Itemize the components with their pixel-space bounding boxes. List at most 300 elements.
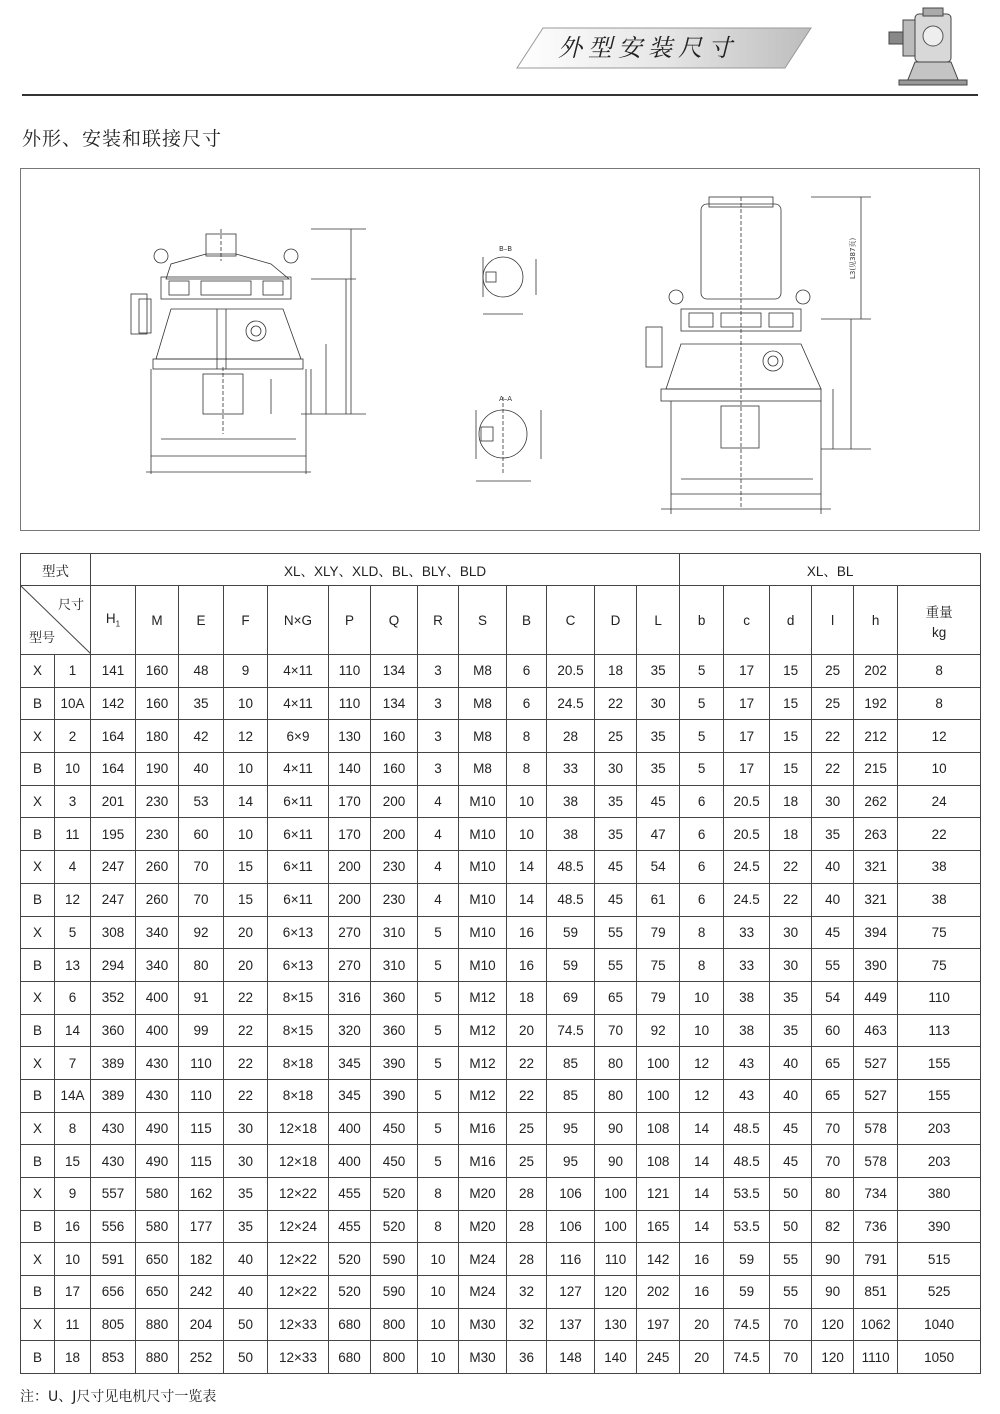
table-cell: 11 (55, 818, 91, 851)
table-cell: 38 (547, 785, 595, 818)
table-cell: 61 (637, 883, 680, 916)
table-cell: 40 (770, 1047, 812, 1080)
table-cell: 252 (179, 1341, 224, 1374)
table-cell: 247 (91, 883, 136, 916)
table-cell: X (21, 655, 55, 688)
table-cell: 8 (507, 753, 547, 786)
table-cell: 59 (547, 916, 595, 949)
table-cell: 580 (136, 1210, 179, 1243)
table-cell: 92 (179, 916, 224, 949)
table-cell: 805 (91, 1308, 136, 1341)
table-cell: 80 (595, 1079, 637, 1112)
table-cell: 400 (329, 1112, 371, 1145)
table-cell: 520 (371, 1178, 418, 1211)
table-cell: 12×33 (268, 1308, 329, 1341)
table-cell: M10 (459, 916, 507, 949)
table-cell: 48.5 (724, 1145, 770, 1178)
table-cell: 14 (507, 883, 547, 916)
table-cell: X (21, 1047, 55, 1080)
table-cell: 115 (179, 1112, 224, 1145)
table-cell: 5 (680, 720, 724, 753)
table-cell: M10 (459, 949, 507, 982)
table-cell: 8 (898, 655, 981, 688)
table-cell: 55 (770, 1276, 812, 1309)
table-cell: 20 (224, 949, 268, 982)
table-cell: 4×11 (268, 753, 329, 786)
table-cell: 400 (136, 981, 179, 1014)
table-cell: 345 (329, 1047, 371, 1080)
table-cell: 6×11 (268, 883, 329, 916)
table-cell: 3 (418, 753, 459, 786)
table-cell: 74.5 (724, 1308, 770, 1341)
table-cell: 10 (55, 1243, 91, 1276)
table-cell: 8 (680, 949, 724, 982)
table-cell: 10 (418, 1308, 459, 1341)
table-cell: 120 (595, 1276, 637, 1309)
table-cell: 270 (329, 916, 371, 949)
table-cell: 247 (91, 851, 136, 884)
table-cell: 15 (224, 883, 268, 916)
table-cell: 14 (507, 851, 547, 884)
table-cell: X (21, 981, 55, 1014)
table-cell: 35 (224, 1178, 268, 1211)
col-header-h1 (91, 586, 136, 655)
col-header: N×G (268, 586, 329, 655)
table-cell: 16 (680, 1276, 724, 1309)
table-cell: 1 (55, 655, 91, 688)
table-cell: 450 (371, 1145, 418, 1178)
table-cell: 28 (547, 720, 595, 753)
table-cell: 190 (136, 753, 179, 786)
table-cell: 20.5 (724, 818, 770, 851)
table-cell: 33 (724, 949, 770, 982)
table-cell: 65 (812, 1079, 854, 1112)
table-cell: 40 (812, 851, 854, 884)
table-row (21, 1341, 981, 1374)
table-cell: 230 (136, 818, 179, 851)
table-row (21, 1079, 981, 1112)
table-cell: 127 (547, 1276, 595, 1309)
table-cell: 36 (507, 1341, 547, 1374)
table-cell: 141 (91, 655, 136, 688)
table-cell: 262 (854, 785, 898, 818)
table-cell: 45 (595, 851, 637, 884)
table-cell: 10 (507, 818, 547, 851)
table-cell: 6×13 (268, 916, 329, 949)
table-row (21, 1014, 981, 1047)
table-cell: 1110 (854, 1341, 898, 1374)
table-cell: 180 (136, 720, 179, 753)
table-cell: 308 (91, 916, 136, 949)
table-cell: 14 (55, 1014, 91, 1047)
table-cell: 215 (854, 753, 898, 786)
table-cell: M12 (459, 981, 507, 1014)
table-cell: 53.5 (724, 1178, 770, 1211)
table-cell: 35 (770, 1014, 812, 1047)
type-header-cell: 型式 (21, 554, 91, 586)
table-cell: 14 (680, 1178, 724, 1211)
table-cell: 556 (91, 1210, 136, 1243)
table-cell: 390 (371, 1047, 418, 1080)
table-cell: 55 (595, 916, 637, 949)
table-cell: 160 (371, 720, 418, 753)
table-cell: 320 (329, 1014, 371, 1047)
table-cell: 30 (770, 949, 812, 982)
table-cell: 5 (680, 753, 724, 786)
table-cell: 10 (507, 785, 547, 818)
table-cell: 515 (898, 1243, 981, 1276)
table-cell: 580 (136, 1178, 179, 1211)
table-cell: M8 (459, 753, 507, 786)
table-cell: M12 (459, 1014, 507, 1047)
table-cell: 45 (812, 916, 854, 949)
table-cell: 8 (507, 720, 547, 753)
table-cell: 14 (680, 1210, 724, 1243)
table-cell: 16 (680, 1243, 724, 1276)
table-cell: 390 (854, 949, 898, 982)
table-row (21, 916, 981, 949)
table-cell: 54 (812, 981, 854, 1014)
table-cell: 12 (680, 1079, 724, 1112)
table-cell: 18 (595, 655, 637, 688)
table-cell: 95 (547, 1145, 595, 1178)
table-cell: 520 (329, 1243, 371, 1276)
table-cell: 20.5 (547, 655, 595, 688)
table-cell: 100 (595, 1178, 637, 1211)
table-cell: M10 (459, 785, 507, 818)
table-cell: 12×22 (268, 1276, 329, 1309)
table-cell: 22 (812, 753, 854, 786)
table-cell: 1040 (898, 1308, 981, 1341)
table-cell: 40 (770, 1079, 812, 1112)
table-cell: 80 (179, 949, 224, 982)
table-cell: 12 (55, 883, 91, 916)
table-cell: 800 (371, 1308, 418, 1341)
table-cell: 200 (329, 851, 371, 884)
table-cell: 79 (637, 916, 680, 949)
table-cell: 6 (680, 818, 724, 851)
table-cell: 28 (507, 1210, 547, 1243)
table-cell: 20 (224, 916, 268, 949)
table-cell: 80 (595, 1047, 637, 1080)
table-cell: 394 (854, 916, 898, 949)
table-cell: 70 (595, 1014, 637, 1047)
table-cell: 525 (898, 1276, 981, 1309)
table-cell: 59 (724, 1243, 770, 1276)
table-cell: 90 (812, 1276, 854, 1309)
col-header: C (547, 586, 595, 655)
table-cell: M8 (459, 720, 507, 753)
table-cell: 5 (418, 981, 459, 1014)
table-cell: 578 (854, 1112, 898, 1145)
table-cell: 22 (224, 981, 268, 1014)
dimension-table (20, 553, 981, 1374)
table-cell: 880 (136, 1308, 179, 1341)
table-cell: M30 (459, 1341, 507, 1374)
table-row (21, 785, 981, 818)
table-cell: 38 (898, 851, 981, 884)
table-cell: 230 (371, 883, 418, 916)
table-cell: 18 (55, 1341, 91, 1374)
table-cell: 38 (547, 818, 595, 851)
table-cell: 3 (418, 687, 459, 720)
table-cell: 202 (637, 1276, 680, 1309)
table-cell: B (21, 949, 55, 982)
table-cell: 400 (136, 1014, 179, 1047)
table-cell: 164 (91, 720, 136, 753)
col-header: E (179, 586, 224, 655)
table-cell: X (21, 720, 55, 753)
table-cell: 12 (680, 1047, 724, 1080)
table-cell: 28 (507, 1178, 547, 1211)
table-cell: 791 (854, 1243, 898, 1276)
table-cell: 35 (812, 818, 854, 851)
table-cell: 70 (179, 883, 224, 916)
table-cell: 48.5 (547, 883, 595, 916)
table-cell: B (21, 1014, 55, 1047)
table-cell: 3 (55, 785, 91, 818)
table-cell: 110 (898, 981, 981, 1014)
page-title: 外型安装尺寸 (558, 34, 738, 62)
table-cell: 490 (136, 1112, 179, 1145)
table-cell: 120 (812, 1341, 854, 1374)
table-cell: 360 (371, 981, 418, 1014)
table-cell: 45 (770, 1145, 812, 1178)
table-cell: 6×11 (268, 851, 329, 884)
table-cell: 230 (136, 785, 179, 818)
table-cell: 800 (371, 1341, 418, 1374)
table-cell: M16 (459, 1112, 507, 1145)
section-views (476, 257, 541, 481)
table-cell: 45 (595, 883, 637, 916)
table-cell: 24.5 (724, 883, 770, 916)
table-cell: 10 (224, 753, 268, 786)
table-cell: 591 (91, 1243, 136, 1276)
table-cell: 449 (854, 981, 898, 1014)
table-row (21, 1047, 981, 1080)
table-cell: 22 (224, 1014, 268, 1047)
table-cell: 115 (179, 1145, 224, 1178)
table-row (21, 818, 981, 851)
table-cell: 10 (418, 1341, 459, 1374)
table-cell: 8 (680, 916, 724, 949)
table-cell: 11 (55, 1308, 91, 1341)
table-cell: 95 (547, 1112, 595, 1145)
table-cell: 4 (418, 818, 459, 851)
table-cell: 35 (179, 687, 224, 720)
table-cell: 53 (179, 785, 224, 818)
weight-label: 重量 (925, 604, 953, 620)
table-cell: 12×24 (268, 1210, 329, 1243)
table-cell: 270 (329, 949, 371, 982)
corner-size-label: 尺寸 (57, 597, 84, 612)
table-cell: 12×33 (268, 1341, 329, 1374)
col-header: F (224, 586, 268, 655)
table-cell: 16 (55, 1210, 91, 1243)
table-row (21, 883, 981, 916)
table-cell: 24.5 (547, 687, 595, 720)
table-row (21, 851, 981, 884)
table-cell: 155 (898, 1047, 981, 1080)
table-cell: B (21, 1210, 55, 1243)
table-cell: 201 (91, 785, 136, 818)
table-cell: 10A (55, 687, 91, 720)
table-cell: 60 (179, 818, 224, 851)
table-cell: 110 (595, 1243, 637, 1276)
table-row (21, 981, 981, 1014)
table-cell: 5 (680, 655, 724, 688)
table-cell: 5 (418, 1047, 459, 1080)
table-cell: 110 (329, 655, 371, 688)
table-cell: 40 (224, 1276, 268, 1309)
table-cell: 42 (179, 720, 224, 753)
table-cell: 9 (55, 1178, 91, 1211)
table-cell: 1062 (854, 1308, 898, 1341)
table-cell: B (21, 1079, 55, 1112)
table-cell: 4 (418, 883, 459, 916)
table-cell: 45 (770, 1112, 812, 1145)
table-cell: 680 (329, 1341, 371, 1374)
table-cell: 99 (179, 1014, 224, 1047)
table-cell: 35 (595, 785, 637, 818)
col-header: M (136, 586, 179, 655)
table-cell: 40 (812, 883, 854, 916)
table-cell: 140 (595, 1341, 637, 1374)
table-cell: 656 (91, 1276, 136, 1309)
table-cell: 15 (55, 1145, 91, 1178)
table-cell: 106 (547, 1178, 595, 1211)
table-cell: 527 (854, 1079, 898, 1112)
table-cell: 6×11 (268, 818, 329, 851)
table-cell: 38 (898, 883, 981, 916)
table-cell: 43 (724, 1079, 770, 1112)
table-cell: 880 (136, 1341, 179, 1374)
table-cell: 162 (179, 1178, 224, 1211)
table-cell: 120 (812, 1308, 854, 1341)
table-cell: 14 (680, 1145, 724, 1178)
table-cell: 340 (136, 916, 179, 949)
table-cell: 4×11 (268, 687, 329, 720)
table-cell: 340 (136, 949, 179, 982)
table-cell: 18 (770, 818, 812, 851)
table-cell: 70 (812, 1145, 854, 1178)
table-cell: 430 (91, 1112, 136, 1145)
table-cell: 74.5 (547, 1014, 595, 1047)
table-cell: 25 (507, 1112, 547, 1145)
table-cell: 35 (770, 981, 812, 1014)
table-cell: 22 (507, 1079, 547, 1112)
table-cell: 70 (812, 1112, 854, 1145)
table-row (21, 687, 981, 720)
table-cell: 6 (680, 851, 724, 884)
table-cell: 202 (854, 655, 898, 688)
table-cell: 5 (418, 1079, 459, 1112)
table-cell: 22 (770, 883, 812, 916)
table-cell: 16 (507, 949, 547, 982)
table-cell: 17 (55, 1276, 91, 1309)
table-cell: 164 (91, 753, 136, 786)
table-cell: 352 (91, 981, 136, 1014)
table-cell: 134 (371, 687, 418, 720)
table-cell: 35 (637, 720, 680, 753)
table-cell: 85 (547, 1047, 595, 1080)
table-cell: 38 (724, 1014, 770, 1047)
table-cell: 6 (680, 785, 724, 818)
table-cell: 25 (595, 720, 637, 753)
col-header: c (724, 586, 770, 655)
table-cell: 5 (418, 949, 459, 982)
table-cell: 455 (329, 1178, 371, 1211)
table-cell: X (21, 1243, 55, 1276)
table-cell: 48.5 (724, 1112, 770, 1145)
table-cell: 48.5 (547, 851, 595, 884)
table-row (21, 753, 981, 786)
table-cell: 100 (637, 1047, 680, 1080)
table-cell: 203 (898, 1145, 981, 1178)
table-cell: 35 (637, 655, 680, 688)
table-cell: 4 (55, 851, 91, 884)
table-cell: B (21, 1341, 55, 1374)
table-cell: 43 (724, 1047, 770, 1080)
table-cell: M24 (459, 1276, 507, 1309)
table-row (21, 1145, 981, 1178)
table-cell: 25 (812, 687, 854, 720)
table-cell: 310 (371, 949, 418, 982)
table-cell: 69 (547, 981, 595, 1014)
table-cell: 734 (854, 1178, 898, 1211)
table-cell: X (21, 1308, 55, 1341)
table-cell: 33 (547, 753, 595, 786)
table-cell: 113 (898, 1014, 981, 1047)
table-cell: 38 (724, 981, 770, 1014)
table-cell: 200 (371, 785, 418, 818)
table-cell: 400 (329, 1145, 371, 1178)
table-cell: 8 (418, 1178, 459, 1211)
table-cell: 490 (136, 1145, 179, 1178)
table-cell: 5 (418, 1112, 459, 1145)
table-cell: 12×22 (268, 1243, 329, 1276)
table-cell: 80 (812, 1178, 854, 1211)
table-cell: 35 (224, 1210, 268, 1243)
table-cell: 20 (680, 1308, 724, 1341)
col-header: S (459, 586, 507, 655)
table-cell: 851 (854, 1276, 898, 1309)
table-cell: 160 (371, 753, 418, 786)
table-cell: 680 (329, 1308, 371, 1341)
table-cell: M10 (459, 883, 507, 916)
table-cell: 24.5 (724, 851, 770, 884)
table-cell: 450 (371, 1112, 418, 1145)
table-cell: 10 (224, 687, 268, 720)
table-cell: 4 (418, 785, 459, 818)
table-cell: 17 (724, 687, 770, 720)
table-cell: B (21, 818, 55, 851)
table-cell: 90 (595, 1145, 637, 1178)
table-cell: 4 (418, 851, 459, 884)
table-cell: M16 (459, 1145, 507, 1178)
table-cell: 200 (371, 818, 418, 851)
table-cell: 20 (507, 1014, 547, 1047)
table-cell: 155 (898, 1079, 981, 1112)
table-cell: 35 (637, 753, 680, 786)
table-cell: 8×18 (268, 1079, 329, 1112)
table-cell: 85 (547, 1079, 595, 1112)
table-row (21, 1308, 981, 1341)
table-cell: 32 (507, 1308, 547, 1341)
table-cell: 260 (136, 851, 179, 884)
table-column-header-row (21, 586, 981, 655)
table-cell: 8×15 (268, 1014, 329, 1047)
